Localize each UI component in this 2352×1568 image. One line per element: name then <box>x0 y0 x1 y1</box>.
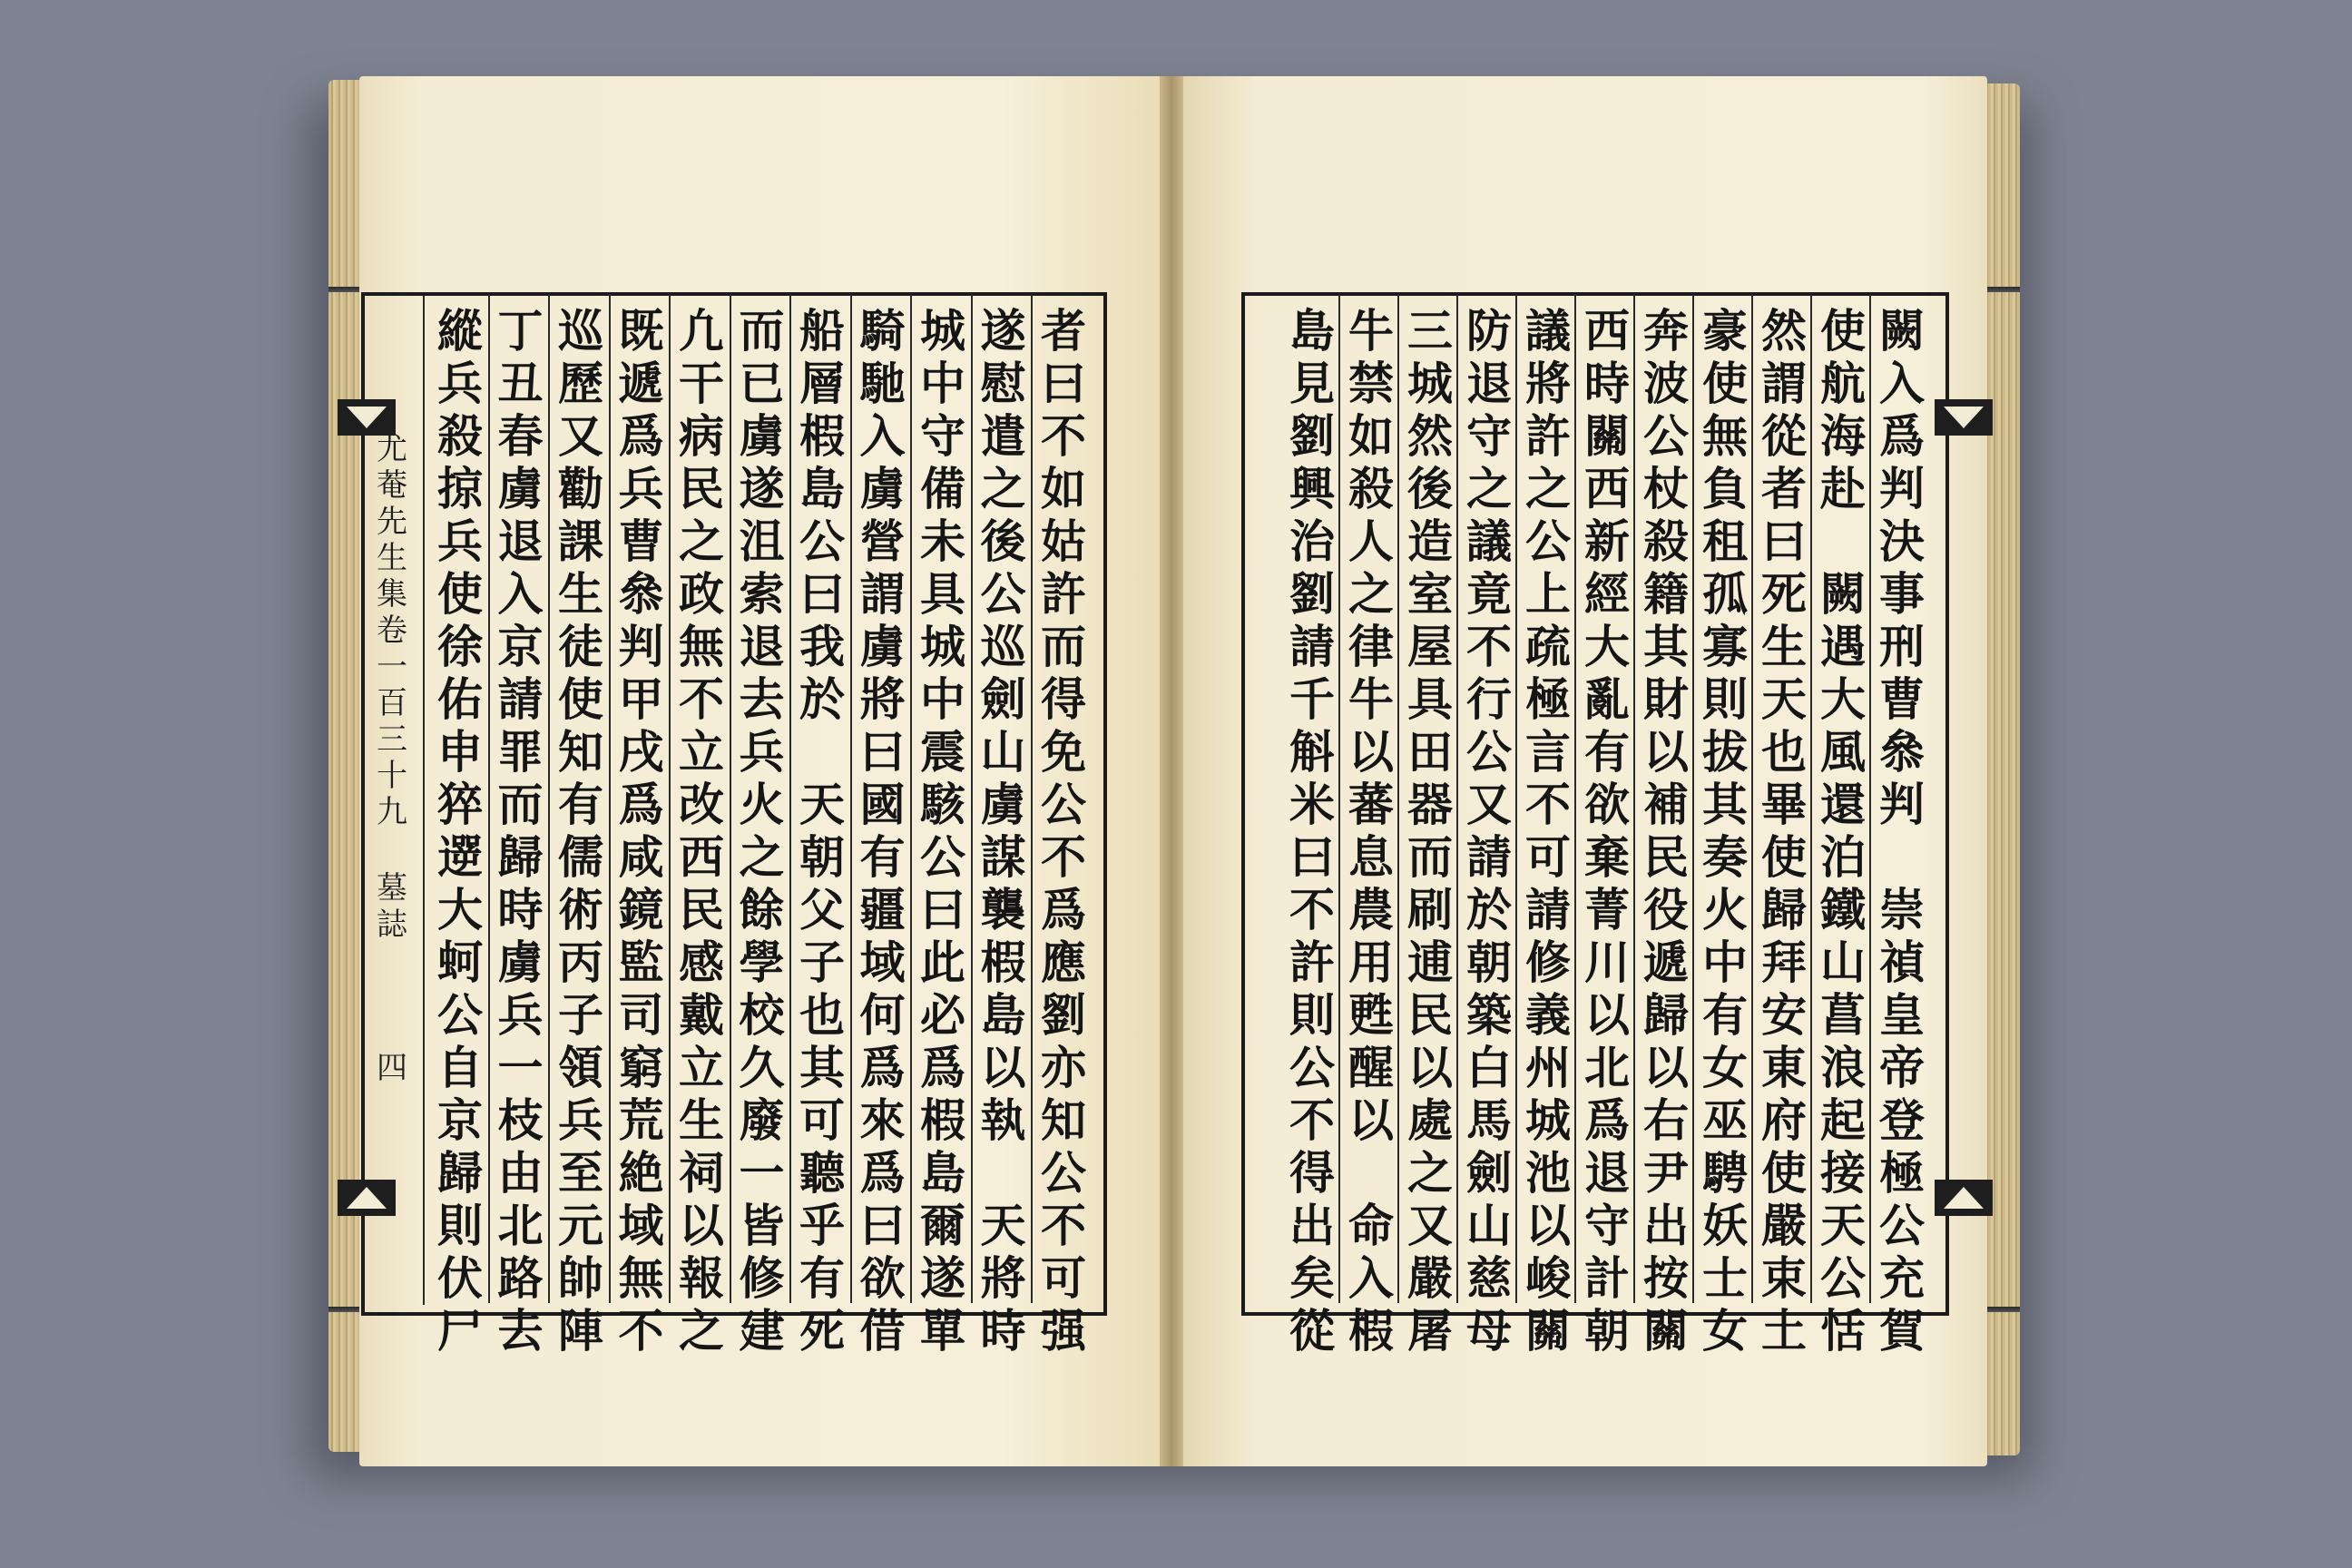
text-column: 者 曰 不 如 姑 許 而 得 免 公 不 爲 應 劉 亦 知 公 不 可 强 <box>1041 304 1086 1357</box>
binding-thread <box>1984 287 2020 292</box>
text-column: 然 謂 從 者 曰 死 生 天 也 畢 使 歸 拜 安 東 府 使 嚴 束 土 <box>1761 304 1807 1357</box>
text-column: 丁 丑 春 虜 退 入 京 請 罪 而 歸 時 虜 兵 一 枝 由 北 路 去 <box>497 304 544 1357</box>
text-column: 牛 禁 如 殺 人 之 律 牛 以 蕃 息 農 用 甦 醒 以 命 入 椵 <box>1348 304 1394 1357</box>
text-column: 而 已 虜 遂 沮 索 退 去 兵 火 之 餘 學 校 久 廢 一 皆 修 建 <box>739 304 785 1357</box>
text-column: 島 見 劉 興 治 劉 請 千 斛 米 曰 不 許 則 公 不 得 出 矣 從 <box>1289 304 1335 1357</box>
text-column: 城 中 守 備 未 具 城 中 震 駭 公 曰 此 必 爲 椵 島 爾 遂 單 <box>920 304 965 1357</box>
fish-tail-mark-bottom <box>338 1180 396 1216</box>
text-column: 巡 歷 又 勸 課 生 徒 使 知 有 儒 術 丙 子 領 兵 至 元 帥 陣 <box>558 304 603 1357</box>
text-column: 縱 兵 殺 掠 兵 使 徐 佑 申 猝 遻 大 蚵 公 自 京 歸 則 伏 尸 <box>437 304 483 1357</box>
section-label-margin: 墓 誌 <box>377 870 407 943</box>
text-column: 遂 慰 遣 之 後 公 巡 劍 山 虜 謀 襲 椵 島 以 執 天 將 時 <box>980 304 1026 1357</box>
book-title-margin: 尤 菴 先 生 集 卷 一 百 三 十 九 <box>377 431 407 830</box>
text-column: 奔 波 公 杖 殺 籍 其 財 以 補 民 役 遞 歸 以 右 尹 出 按 關 <box>1643 304 1689 1357</box>
fish-tail-mark-top <box>1935 399 1993 436</box>
book-gutter <box>1160 76 1183 1466</box>
text-column: 三 城 然 後 造 室 屋 具 田 器 而 刷 逋 民 以 處 之 又 嚴 屠 <box>1407 304 1453 1357</box>
fish-tail-mark-top <box>338 399 396 436</box>
text-column: 豪 使 無 負 租 孤 寡 則 拔 其 奏 火 中 有 女 巫 騁 妖 士 女 <box>1702 304 1748 1357</box>
text-column: 船 層 椵 島 公 曰 我 於 天 朝 父 子 也 其 可 聽 乎 有 死 <box>799 304 845 1357</box>
binding-thread <box>1984 1307 2020 1312</box>
text-column: 騎 馳 入 虜 營 謂 虜 將 曰 國 有 疆 域 何 爲 來 爲 曰 欲 借 <box>859 304 906 1357</box>
text-column: 凢 干 病 民 之 政 無 不 立 改 西 民 感 戴 立 生 祠 以 報 之 <box>679 304 724 1357</box>
center-column-rule <box>423 296 425 1305</box>
text-column: 防 退 守 之 議 竟 不 行 公 又 請 於 朝 築 白 馬 劍 山 慈 母 <box>1466 304 1512 1357</box>
text-column: 使 航 海 赴 闕 遇 大 風 還 泊 鐵 山 菖 浪 起 接 天 公 恬 <box>1820 304 1866 1357</box>
text-column: 闕 入 爲 判 決 事 刑 曹 叅 判 崇 禎 皇 帝 登 極 公 充 賀 <box>1879 304 1925 1357</box>
page-number-margin: 四 <box>377 1050 407 1086</box>
fish-tail-mark-bottom <box>1935 1180 1993 1216</box>
text-column: 議 將 許 之 公 上 疏 極 言 不 可 請 修 義 州 城 池 以 峻 關 <box>1525 304 1571 1357</box>
text-column: 西 時 關 西 新 經 大 亂 有 欲 棄 菁 川 以 北 爲 退 守 計 朝 <box>1584 304 1630 1357</box>
text-column: 既 遞 爲 兵 曹 叅 判 甲 戌 爲 咸 鏡 監 司 窮 荒 絶 域 無 不 <box>618 304 664 1357</box>
